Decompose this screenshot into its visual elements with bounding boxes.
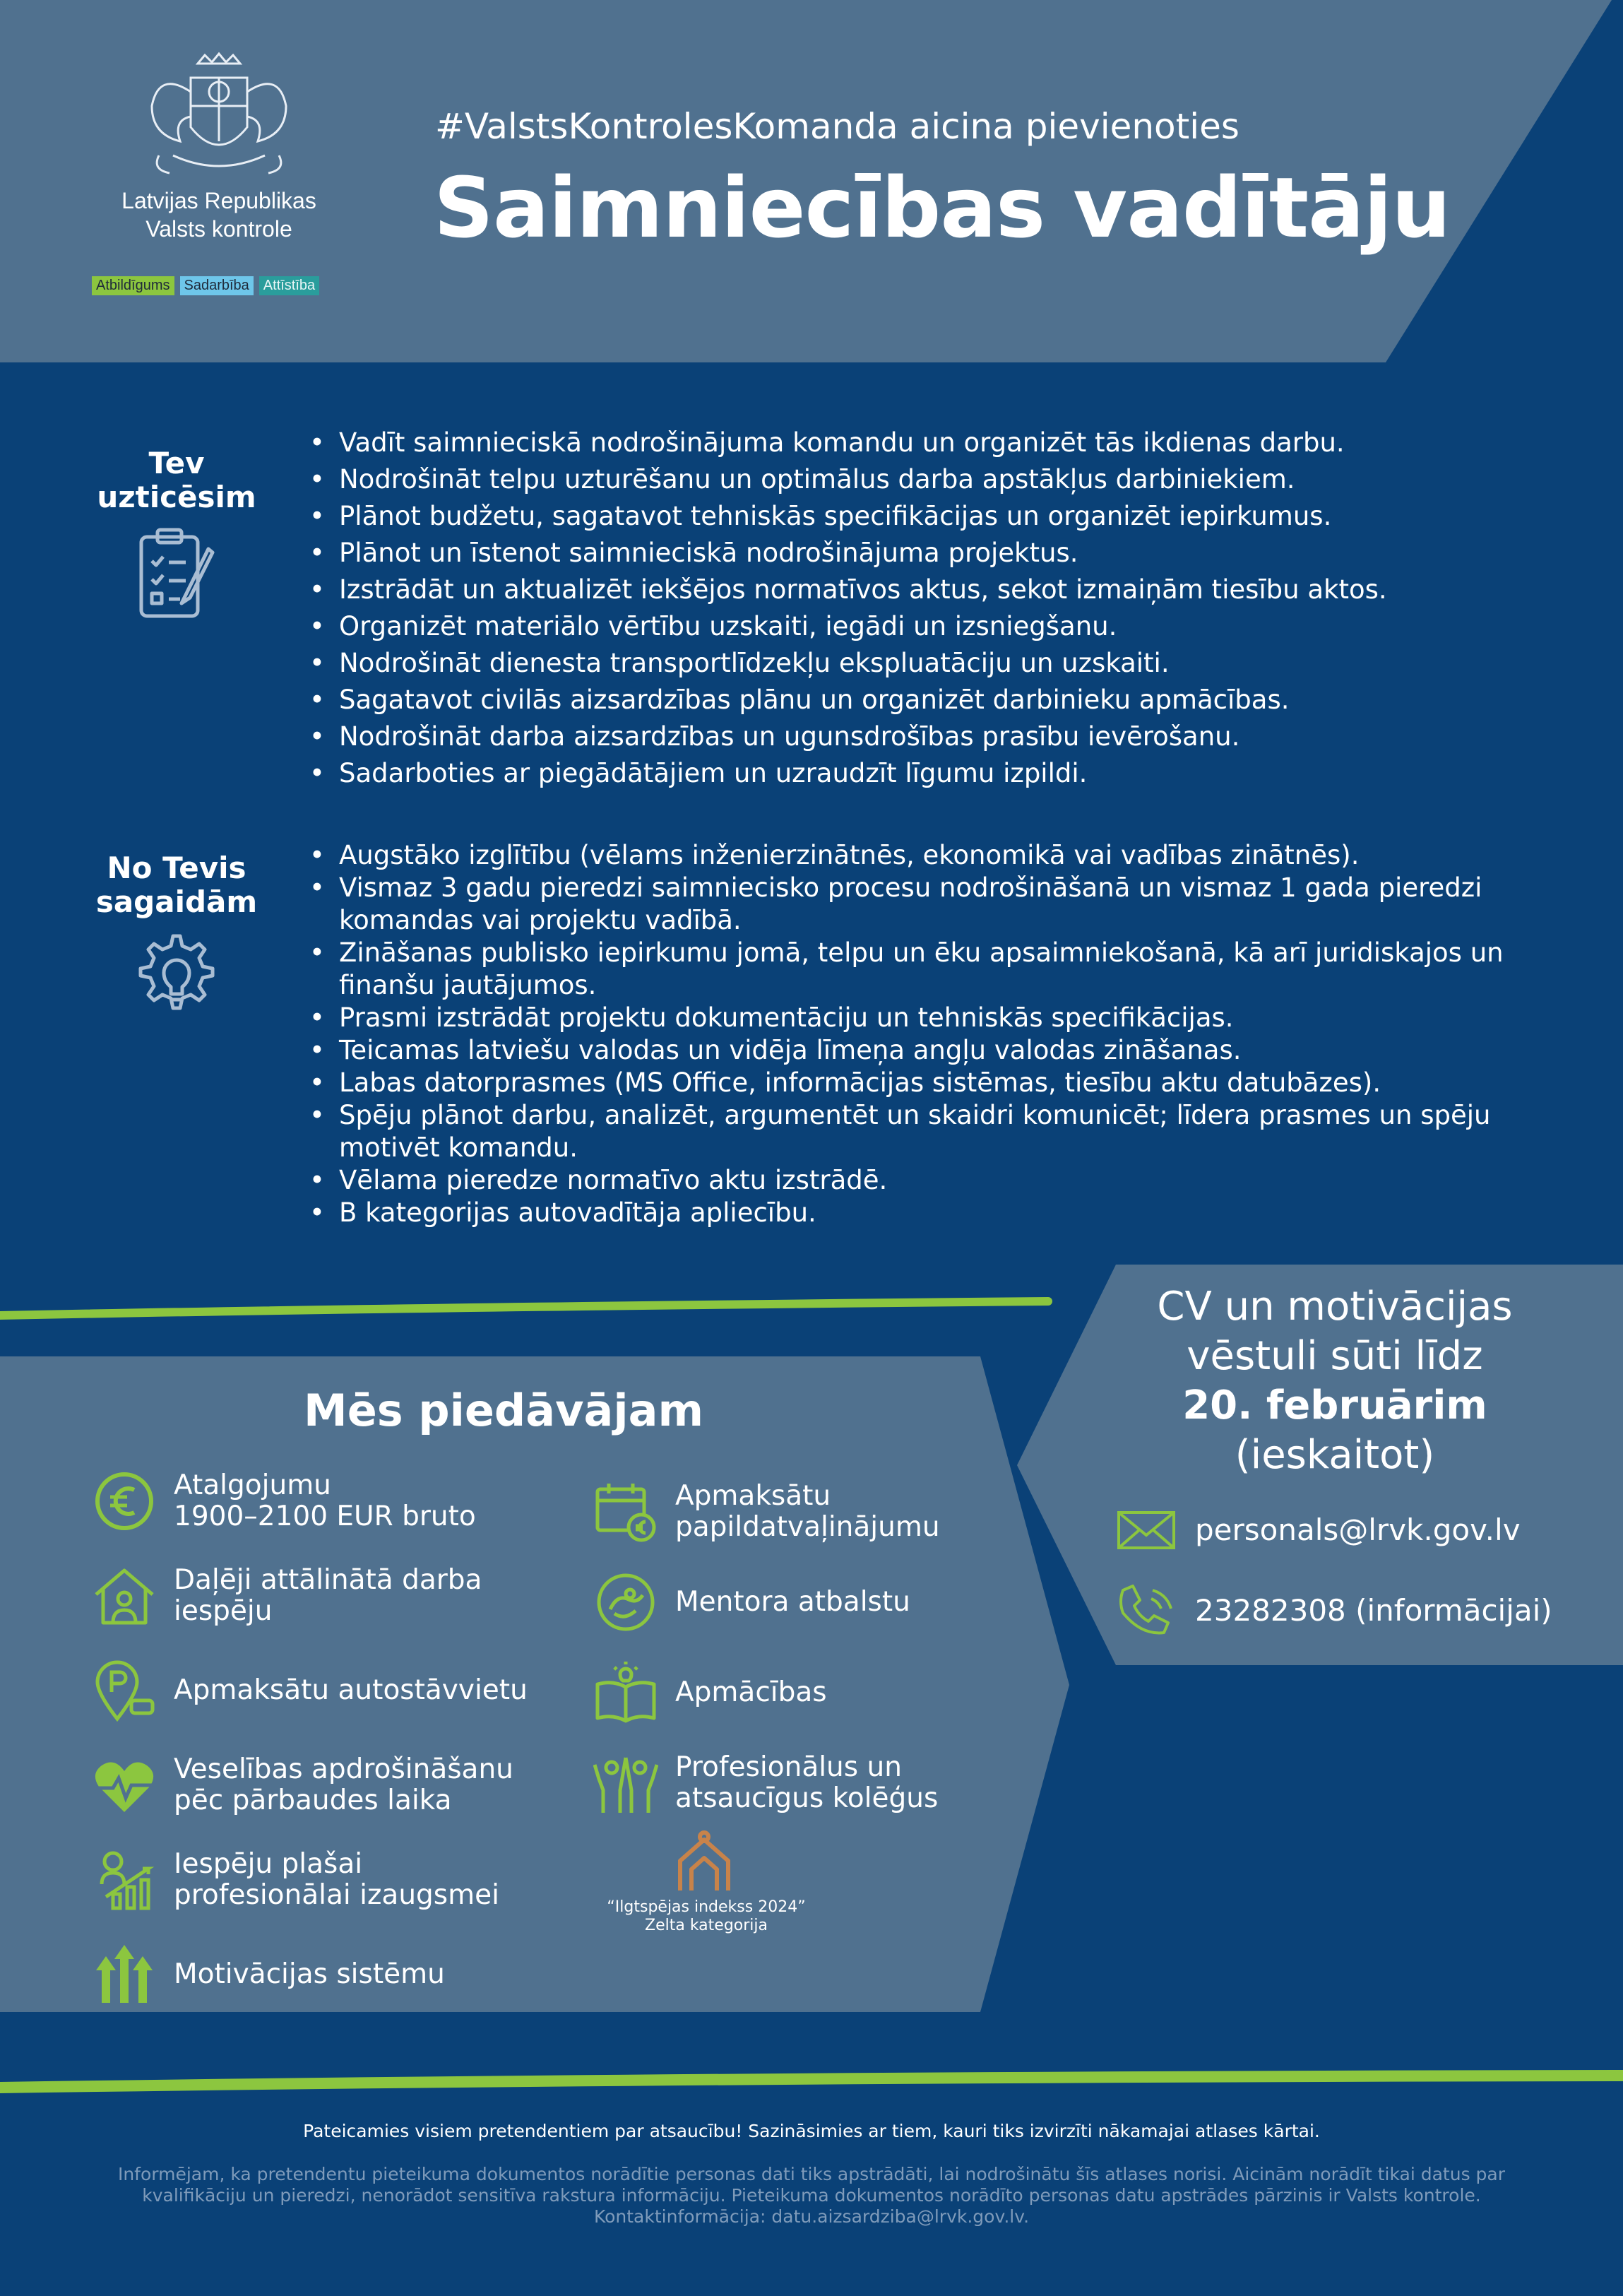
- offer-line: Apmācības: [675, 1676, 827, 1708]
- privacy-notice: Informējam, ka pretendentu pieteikuma dokumentos norādītie personas dati tiks apstrādāti, lai nodrošinātu šīs atlases norisi. Aicinām norādīt tikai datus par kvalifikāciju un pieredzi, nenorādot sensitīva rakstura informāciju. Pieteikuma dokumentos norādīto personas datu apstrādes pārzinis ir Valsts kontrole. Kontaktinformācija: datu.aizsardziba@lrvk.gov.lv.: [117, 2164, 1506, 2227]
- calendar-euro-icon: [593, 1479, 658, 1544]
- trust-section-label: [85, 446, 268, 630]
- page-title: Saimniecības vadītāju: [434, 159, 1451, 256]
- offer-line: Apmaksātu: [675, 1480, 831, 1512]
- list-item: • Sadarboties ar piegādātājiem un uzraudzīt līgumu izpildi.: [304, 757, 1547, 790]
- phone-contact[interactable]: [1116, 1582, 1552, 1638]
- offer-line: Profesionālus un: [675, 1751, 902, 1783]
- offer-line: atsaucīgus kolēģus: [675, 1782, 939, 1814]
- cv-deadline-box: [1059, 1282, 1610, 1480]
- cv-deadline-date: 20. februārim: [1182, 1383, 1487, 1428]
- phone-icon: [1116, 1582, 1177, 1638]
- logo-text-line2: Valsts kontrole: [145, 216, 292, 242]
- parking-pin-icon: [92, 1658, 157, 1723]
- expect-label-line1: No Tevis: [107, 851, 246, 885]
- offers-left-column: [92, 1462, 586, 2030]
- offer-line: profesionālai izaugsmei: [174, 1879, 499, 1911]
- offer-item: [92, 1652, 586, 1729]
- sustainability-award: [586, 1830, 826, 1935]
- open-book-icon: [593, 1660, 658, 1725]
- list-item: • Plānot un īstenot saimnieciskā nodrošinājuma projektus.: [304, 537, 1547, 569]
- cv-line2: vēstuli sūti līdz: [1187, 1333, 1483, 1379]
- logo: [85, 49, 353, 243]
- value-tag: Sadarbība: [180, 276, 254, 295]
- offer-line: Veselības apdrošināšanu: [174, 1753, 513, 1785]
- list-item: • B kategorijas autovadītāja apliecību.: [304, 1197, 1547, 1229]
- offer-title: Mēs piedāvājam: [304, 1385, 704, 1436]
- list-item: • Vēlama pieredze normatīvo aktu izstrādē.: [304, 1164, 1547, 1197]
- contacts: [1116, 1501, 1552, 1662]
- offer-line: iespēju: [174, 1595, 273, 1627]
- heart-pulse-icon: [92, 1753, 157, 1818]
- offer-line: Mentora atbalstu: [675, 1586, 910, 1618]
- list-item: • Nodrošināt telpu uzturēšanu un optimālus darba apstākļus darbiniekiem.: [304, 463, 1547, 496]
- email-link[interactable]: personals@lrvk.gov.lv: [1195, 1512, 1521, 1547]
- growth-chart-icon: [92, 1847, 157, 1912]
- home-worker-icon: [92, 1563, 157, 1628]
- award-line2: Zelta kategorija: [645, 1917, 768, 1934]
- list-item: • Izstrādāt un aktualizēt iekšējos normatīvos aktus, sekot izmaiņām tiesību aktos.: [304, 574, 1547, 606]
- cv-line1: CV un motivācijas: [1157, 1284, 1513, 1330]
- arrows-up-icon: [92, 1942, 157, 2007]
- list-item: • Vadīt saimnieciskā nodrošinājuma komandu un organizēt tās ikdienas darbu.: [304, 427, 1547, 459]
- offer-line: Atalgojumu: [174, 1469, 331, 1501]
- offer-item: [92, 1936, 586, 2013]
- list-item: • Sagatavot civilās aizsardzības plānu un organizēt darbinieku apmācības.: [304, 684, 1547, 716]
- offer-item: [92, 1462, 586, 1540]
- offer-line: Apmaksātu autostāvvietu: [174, 1674, 528, 1706]
- expect-label-line2: sagaidām: [95, 884, 258, 919]
- logo-text-line1: Latvijas Republikas: [121, 188, 316, 213]
- coat-of-arms-icon: [131, 49, 307, 184]
- offer-line: 1900–2100 EUR bruto: [174, 1501, 476, 1532]
- envelope-icon: [1116, 1501, 1177, 1558]
- values-tags: [92, 276, 319, 295]
- list-item: • Labas datorprasmes (MS Office, informācijas sistēmas, tiesību aktu datubāzes).: [304, 1067, 1547, 1099]
- trust-label-line1: Tev: [148, 446, 205, 480]
- list-item: • Zināšanas publisko iepirkumu jomā, telpu un ēku apsaimniekošanā, kā arī juridiskajos un finanšu jautājumos.: [304, 937, 1547, 1002]
- expect-list: [304, 839, 1547, 1229]
- list-item: • Teicamas latviešu valodas un vidēja līmeņa angļu valodas zināšanas.: [304, 1034, 1547, 1067]
- team-icon: [593, 1751, 658, 1816]
- hashtag-heading: #ValstsKontrolesKomanda aicina pievienoties: [435, 106, 1239, 147]
- award-house-icon: [674, 1830, 738, 1893]
- list-item: • Nodrošināt dienesta transportlīdzekļu ekspluatāciju un uzskaiti.: [304, 647, 1547, 680]
- offer-item: [593, 1477, 1017, 1547]
- phone-number[interactable]: 23282308 (informācijai): [1195, 1592, 1552, 1628]
- list-item: • Spēju plānot darbu, analizēt, argumentēt un skaidri komunicēt; līdera prasmes un spēju motivēt komandu.: [304, 1099, 1547, 1164]
- list-item: • Nodrošināt darba aizsardzības un ugunsdrošības prasību ievērošanu.: [304, 721, 1547, 753]
- list-item: • Plānot budžetu, sagatavot tehniskās specifikācijas un organizēt iepirkumus.: [304, 500, 1547, 533]
- offer-item: [92, 1841, 586, 1919]
- trust-label-line2: uzticēsim: [97, 480, 256, 514]
- offers-right-column: [593, 1477, 1017, 1838]
- offer-line: papildatvaļinājumu: [675, 1511, 940, 1543]
- offer-line: Iespēju plašai: [174, 1848, 363, 1880]
- list-item: • Organizēt materiālo vērtību uzskaiti, iegādi un izsniegšanu.: [304, 610, 1547, 643]
- euro-coin-icon: [92, 1469, 157, 1534]
- offer-item: [92, 1746, 586, 1824]
- mentor-icon: [593, 1570, 658, 1635]
- list-item: • Prasmi izstrādāt projektu dokumentāciju un tehniskās specifikācijas.: [304, 1002, 1547, 1034]
- cv-line4: (ieskaitot): [1235, 1432, 1435, 1478]
- clipboard-checklist-icon: [131, 524, 222, 623]
- value-tag: Attīstība: [259, 276, 319, 295]
- offer-item: [593, 1657, 1017, 1728]
- email-contact[interactable]: [1116, 1501, 1552, 1558]
- offer-line: Daļēji attālinātā darba: [174, 1564, 482, 1596]
- award-line1: “Ilgtspējas indekss 2024”: [607, 1898, 806, 1916]
- value-tag: Atbildīgums: [92, 276, 174, 295]
- offer-line: Motivācijas sistēmu: [174, 1958, 445, 1990]
- offer-item: [593, 1567, 1017, 1638]
- trust-list: [304, 427, 1547, 794]
- lightbulb-gear-icon: [127, 929, 226, 1028]
- list-item: • Augstāko izglītību (vēlams inženierzinātnēs, ekonomikā vai vadības zinātnēs).: [304, 839, 1547, 872]
- offer-item: [593, 1748, 1017, 1818]
- offer-item: [92, 1557, 586, 1635]
- offer-line: pēc pārbaudes laika: [174, 1785, 452, 1816]
- expect-section-label: [85, 851, 268, 1035]
- thanks-text: Pateicamies visiem pretendentiem par atsaucību! Sazināsimies ar tiem, kauri tiks izvirzīti nākamajai atlases kārtai.: [303, 2121, 1320, 2141]
- list-item: • Vismaz 3 gadu pieredzi saimniecisko procesu nodrošināšanā un vismaz 1 gada pieredzi komandas vai projektu vadībā.: [304, 872, 1547, 937]
